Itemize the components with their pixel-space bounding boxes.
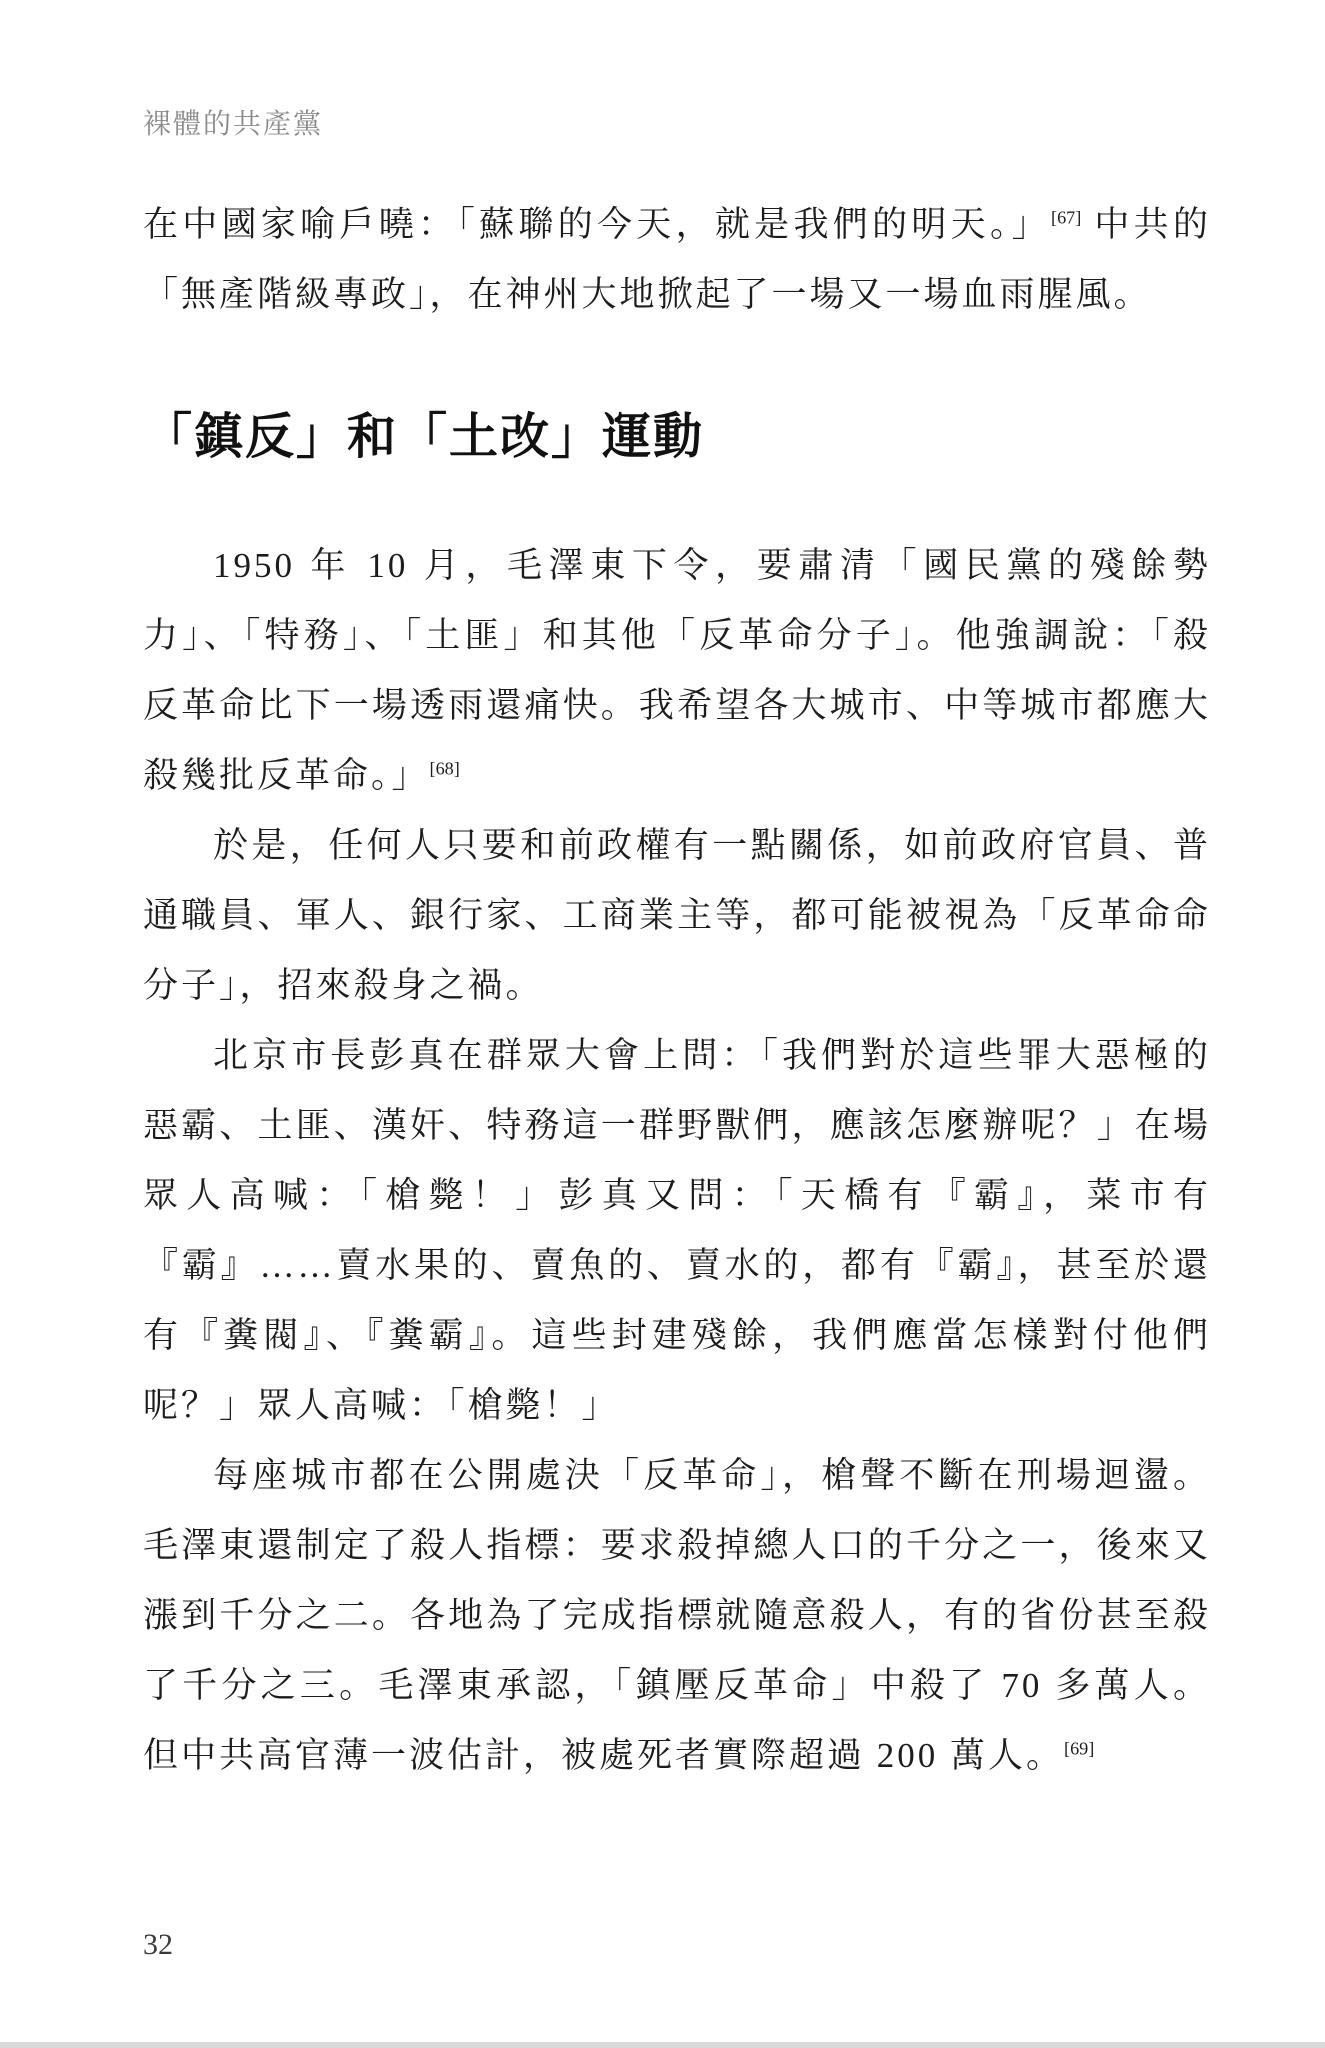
section-heading: 「鎮反」和「土改」運動 [143,409,705,464]
footnote-ref: [67] [1051,207,1082,228]
page-content [143,190,1211,1791]
body-paragraph: 北京市長彭真在群眾大會上問：「我們對於這些罪大惡極的惡霸、土匪、漢奸、特務這一群野獸們，應該怎麼辦呢？」在場眾人高喊：「槍斃！」彭真又問：「天橋有『霸』，菜市有『霸』……賣水果的、賣魚的、賣水的，都有『霸』，甚至於還有『糞閥』、『糞霸』。這些封建殘餘，我們應當怎樣對付他們呢？」眾人高喊：「槍斃！」 [143,1035,1211,1425]
body-paragraph: 在中國家喻戶曉：「蘇聯的今天，就是我們的明天。」[67] 中共的「無產階級專政」，在神州大地掀起了一場又一場血雨腥風。 [143,205,1211,314]
page-number: 32 [143,1928,173,1961]
body-paragraph: 每座城市都在公開處決「反革命」，槍聲不斷在刑場迴盪。毛澤東還制定了殺人指標：要求殺掉總人口的千分之一，後來又漲到千分之二。各地為了完成指標就隨意殺人，有的省份甚至殺了千分之三。毛澤東承認，「鎮壓反革命」中殺了 70 多萬人。但中共高官薄一波估計，被處死者實際超過 200 萬人。[69] [143,1455,1211,1775]
footnote-ref: [68] [429,758,460,779]
running-header: 裸體的共產黨 [143,108,324,139]
body-paragraph: 1950 年 10 月，毛澤東下令，要肅清「國民黨的殘餘勢力」、「特務」、「土匪」和其他「反革命分子」。他強調說：「殺反革命比下一場透雨還痛快。我希望各大城市、中等城市都應大殺幾批反革命。」[68] [143,545,1211,795]
body-paragraph: 於是，任何人只要和前政權有一點關係，如前政府官員、普通職員、軍人、銀行家、工商業主等，都可能被視為「反革命命分子」，招來殺身之禍。 [143,825,1211,1005]
footnote-ref: [69] [1064,1738,1095,1759]
